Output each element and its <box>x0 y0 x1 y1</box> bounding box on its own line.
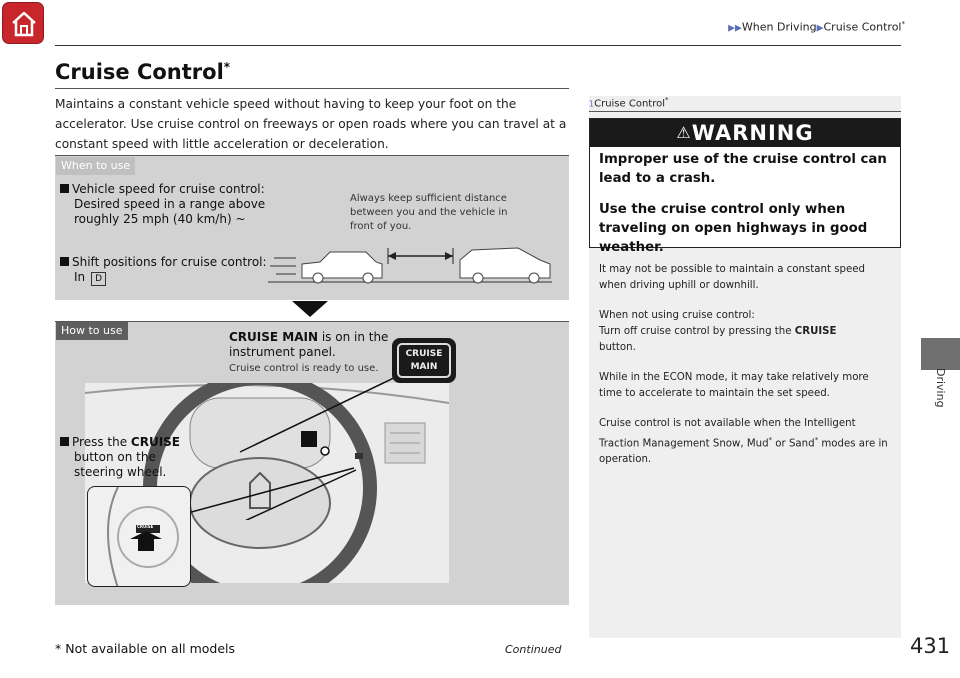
footnote: * Not available on all models <box>55 641 236 656</box>
cruise-button-inset <box>87 486 191 587</box>
cruise-main-callout: CRUISE MAIN is on in the instrument panel. Cruise control is ready to use. <box>229 330 389 374</box>
section-tab-label: Driving <box>934 368 947 408</box>
side-notes: It may not be possible to maintain a constant speed when driving uphill or downhill. When not using cruise control: Turn off cruise control by pressing the CRUISE button. While in the ECON mode, it may take relatively more time to accelerate to maintain the set speed. Cruise control is not available when the Intelligent Traction Management Snow, Mud* or Sand* modes are in operation. <box>599 264 888 466</box>
section-tab-marker[interactable] <box>921 338 960 370</box>
how-to-use-tab: How to use <box>56 322 128 340</box>
breadcrumb-arrow-icon: ▶▶ <box>728 23 742 34</box>
speed-requirement: Vehicle speed for cruise control: Desired speed in a range above roughly 25 mph (40 km/h) ~ <box>60 182 290 227</box>
warning-triangle-icon: ⚠ <box>676 123 692 142</box>
home-button[interactable] <box>2 2 44 44</box>
bullet-square-icon <box>60 437 69 446</box>
title-rule <box>55 88 569 89</box>
warning-body: Improper use of the cruise control can lead to a crash. Use the cruise control only when traveling on open highways in good weather. <box>599 152 887 255</box>
breadcrumb-arrow-icon: ▶ <box>816 23 824 34</box>
asterisk-mark: * <box>901 20 905 28</box>
page-number: 431 <box>910 634 951 658</box>
home-icon <box>10 9 38 39</box>
warning-heading: ⚠WARNING <box>590 119 900 147</box>
header-rule <box>55 45 901 46</box>
side-note-title: 1Cruise Control* <box>589 96 669 110</box>
cruise-main-indicator: CRUISE MAIN <box>392 338 456 383</box>
inset-cruise-label: CRUISE <box>137 524 154 529</box>
distance-note: Always keep sufficient distance between you and the vehicle in front of you. <box>350 193 508 232</box>
shift-requirement: Shift positions for cruise control: In D <box>60 255 290 286</box>
continued-label: Continued <box>505 643 562 656</box>
bullet-square-icon <box>60 257 69 266</box>
rear-car-icon <box>302 252 382 283</box>
following-distance-illustration <box>268 242 554 286</box>
intro-paragraph: Maintains a constant vehicle speed without having to keep your foot on the accelerator. Use cruise control on freeways or open roads where you can travel at a constant speed with little acceleration or deceleration. <box>55 97 567 151</box>
press-cruise-callout: Press the CRUISE button on the steering wheel. <box>60 435 190 480</box>
when-to-use-tab: When to use <box>56 157 135 175</box>
pointer-down-icon <box>292 301 328 317</box>
cruise-button-icon <box>88 487 191 587</box>
page-title: Cruise Control* <box>55 60 231 84</box>
side-note-rule <box>589 111 901 112</box>
asterisk-mark: * <box>223 60 231 74</box>
breadcrumb-item-when-driving[interactable]: When Driving <box>741 20 817 34</box>
gear-d-key: D <box>91 272 106 286</box>
breadcrumb <box>560 20 905 34</box>
bullet-square-icon <box>60 184 69 193</box>
callout-lines <box>180 360 420 520</box>
front-car-icon <box>460 248 550 283</box>
breadcrumb-item-cruise-control[interactable]: Cruise Control <box>823 20 902 34</box>
note-marker-icon: 1 <box>589 99 595 109</box>
